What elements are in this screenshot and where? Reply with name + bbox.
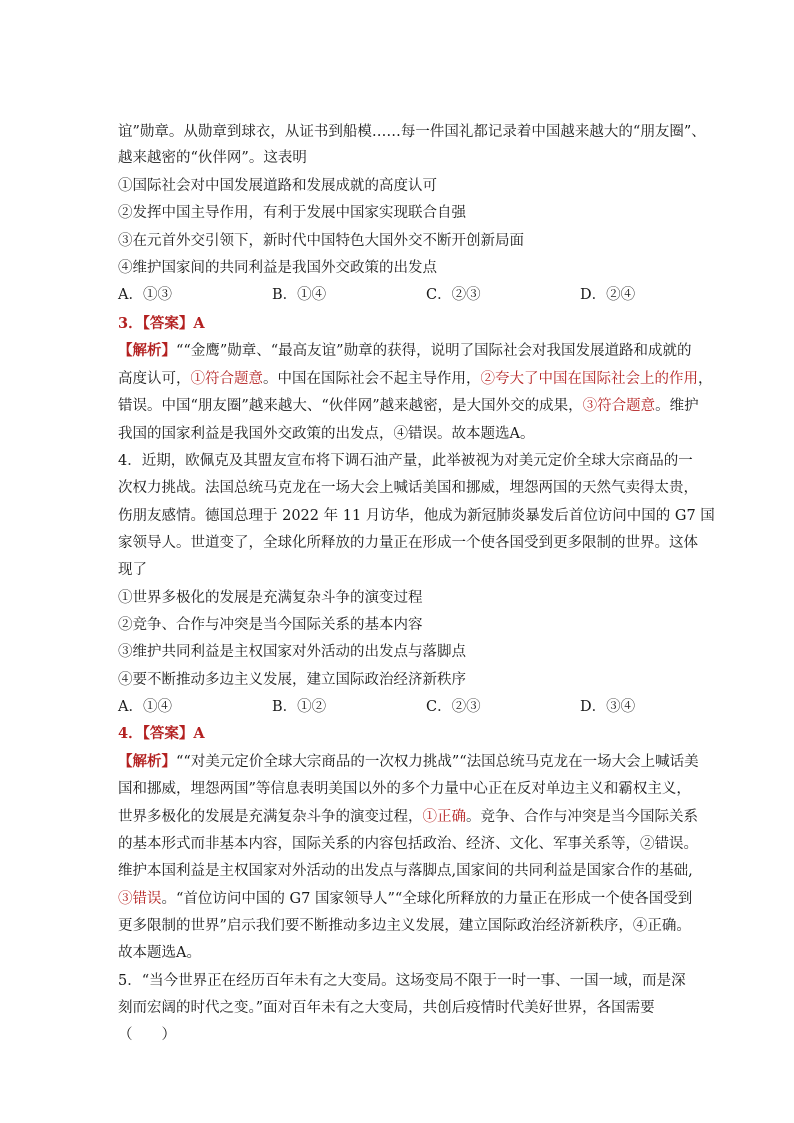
q3-option-d: D．②④ [580,287,636,303]
a3-analysis-line [118,341,692,361]
a4-analysis-line: 的基本形式而非基本内容，国际关系的内容包括政治、经济、文化、军事关系等，②错误。 [118,836,698,852]
a4-analysis-line: 国和挪威，埋怨两国”等信息表明美国以外的多个力量中心正在反对单边主义和霸权主义， [118,781,691,797]
q3-item: ④维护国家间的共同利益是我国外交政策的出发点 [118,260,437,276]
a3-text: 。维护 [655,398,699,414]
q4-stem-line: 家领导人。世道变了，全球化所释放的力量正在形成一个使各国受到更多限制的世界。这体 [118,535,698,551]
q3-stem-line: 谊”勋章。从勋章到球衣，从证书到船模……每一件国礼都记录着中国越来越大的“朋友圈”、 [118,124,706,140]
q5-stem-line: 5．“当今世界正在经历百年未有之大变局。这场变局不限于一时一事、一国一域，而是深 [118,973,686,989]
q3-stem-line: 越来越密的“伙伴网”。这表明 [118,150,307,166]
a4-analysis-line: 维护本国利益是主权国家对外活动的出发点与落脚点,国家间的共同利益是国家合作的基础, [118,863,693,879]
a4-text: 。竞争、合作与冲突是当今国际关系 [466,809,698,825]
q3-option-c: C．②③ [426,287,481,303]
a3-highlight: ①符合题意 [190,371,263,387]
q3-item: ②发挥中国主导作用，有利于发展中国家实现联合自强 [118,205,466,221]
q3-item: ①国际社会对中国发展道路和发展成就的高度认可 [118,178,437,194]
a4-analysis-label: 【解析】 [118,753,176,770]
a3-analysis-line: 我国的国家利益是我国外交政策的出发点，④错误。故本题选A。 [118,426,535,442]
a3-text: ““金鹰”勋章、“最高友谊”勋章的获得，说明了国际社会对我国发展道路和成就的 [176,343,692,359]
a3-text: 高度认可， [118,371,191,387]
a4-text: 。“首位访问中国的 G7 国家领导人”“全球化所释放的力量正在形成一个使各国受到 [161,891,693,907]
q4-item: ③维护共同利益是主权国家对外活动的出发点与落脚点 [118,644,466,660]
a3-highlight: ③符合题意 [582,398,656,414]
a4-analysis-line: 更多限制的世界”启示我们要不断推动多边主义发展，建立国际政治经济新秩序，④正确。 [118,918,691,934]
a3-text: 错误。中国“朋友圈”越来越大、“伙伴网”越来越密，是大国外交的成果， [118,398,583,414]
a4-highlight: ①正确 [422,809,466,825]
a3-analysis-line [118,396,699,416]
a3-text: ， [698,371,713,387]
a4-analysis-line [118,807,698,827]
a3-text: 。中国在国际社会不起主导作用， [263,371,481,387]
a4-analysis-line [118,889,693,909]
q4-item: ④要不断推动多边主义发展，建立国际政治经济新秩序 [118,672,466,688]
a3-answer-label: 3．【答案】A [118,315,205,332]
q4-item: ①世界多极化的发展是充满复杂斗争的演变过程 [118,590,423,606]
q4-item: ②竞争、合作与冲突是当今国际关系的基本内容 [118,617,423,633]
q4-option-d: D．③④ [580,699,636,715]
q4-option-a: A．①④ [118,699,172,715]
a4-answer-label: 4．【答案】A [118,725,205,742]
a4-analysis-line: 故本题选A。 [118,945,201,961]
a4-text: 世界多极化的发展是充满复杂斗争的演变过程， [118,809,423,825]
a4-text: ““对美元定价全球大宗商品的一次权力挑战”“法国总统马克龙在一场大会上喊话美 [176,754,699,770]
a3-highlight: ②夸大了中国在国际社会上的作用 [480,371,698,387]
a4-highlight: ③错误 [118,891,162,907]
q4-stem-line: 现了 [118,562,147,578]
q3-item: ③在元首外交引领下，新时代中国特色大国外交不断开创新局面 [118,233,524,249]
q4-stem-line: 伤朋友感情。德国总理于 2022 年 11 月访华，他成为新冠肺炎暴发后首位访问中国的 G7 国 [118,508,715,524]
q4-option-c: C．②③ [426,699,481,715]
q5-answer-blank: （ ） [118,1027,176,1043]
q4-stem-line: 4．近期，欧佩克及其盟友宣布将下调石油产量，此举被视为对美元定价全球大宗商品的一 [118,453,693,469]
a4-analysis-line [118,752,699,772]
q4-stem-line: 次权力挑战。法国总统马克龙在一场大会上喊话美国和挪威，埋怨两国的天然气卖得太贵， [118,480,698,496]
a3-analysis-label: 【解析】 [118,342,176,359]
q5-stem-line: 刻而宏阔的时代之变。”面对百年未有之大变局，共创后疫情时代美好世界，各国需要 [118,1000,655,1016]
q3-option-b: B．①④ [272,287,327,303]
q3-option-a: A．①③ [118,287,172,303]
q4-option-b: B．①② [272,699,327,715]
a3-analysis-line [118,369,713,389]
